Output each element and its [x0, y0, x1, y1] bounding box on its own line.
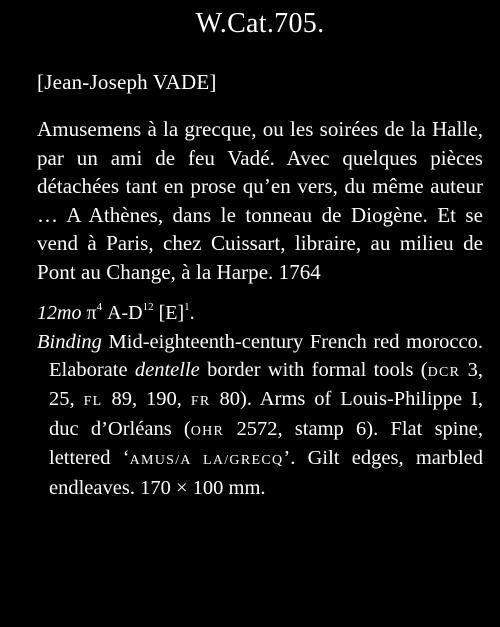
collation-final: [E] — [153, 302, 185, 324]
spine-lettering: AMUS/A LA/GRECQ — [129, 453, 284, 469]
binding-text: 2572, stamp 6). Flat spine, lettered ‘ — [49, 417, 483, 470]
book-title: Amusemens à la grecque, ou les soirées de la Halle, par un ami de feu Vadé. Avec quelques pièces détachées tant en prose qu’en vers, du même auteur … A Athènes, dans le tonneau de Diogène. Et se vend à Paris, chez Cuissart, libraire, au milieu de Pont au Change, à la Harpe. 1764 — [37, 117, 483, 284]
binding-text: 3, 25, — [49, 358, 484, 411]
reference-abbrev: OHR — [190, 423, 225, 439]
format: 12mo — [37, 302, 82, 324]
binding-text: border with formal tools ( — [199, 358, 428, 381]
collation-pi-count: 4 — [96, 301, 103, 313]
collation-final-count: 1 — [184, 301, 190, 313]
binding-dentelle: dentelle — [134, 358, 200, 381]
collation-pi: π — [86, 302, 97, 324]
collation-gatherings-count: 12 — [142, 301, 154, 313]
collation-gatherings: A-D — [102, 302, 143, 324]
binding-text: ’. Gilt edges, marbled endleaves. 170 × 100 mm. — [49, 447, 483, 499]
collation-end: . — [189, 302, 195, 324]
catalogue-number: W.Cat.705. — [195, 8, 325, 39]
reference-abbrev: FL — [83, 394, 103, 410]
binding-description — [37, 329, 483, 503]
binding-label: Binding — [37, 331, 102, 353]
collation — [37, 300, 483, 326]
binding-text: Mid-eighteenth-century French red morocco. Elaborate — [49, 331, 483, 381]
binding-text: 80). Arms of Louis-Philippe I, duc d’Orléans ( — [49, 388, 484, 440]
reference-abbrev: DCR — [427, 364, 461, 380]
author: [Jean-Joseph VADE] — [37, 70, 217, 94]
reference-abbrev: FR — [190, 394, 211, 410]
binding-text: 89, 190, — [102, 388, 191, 411]
